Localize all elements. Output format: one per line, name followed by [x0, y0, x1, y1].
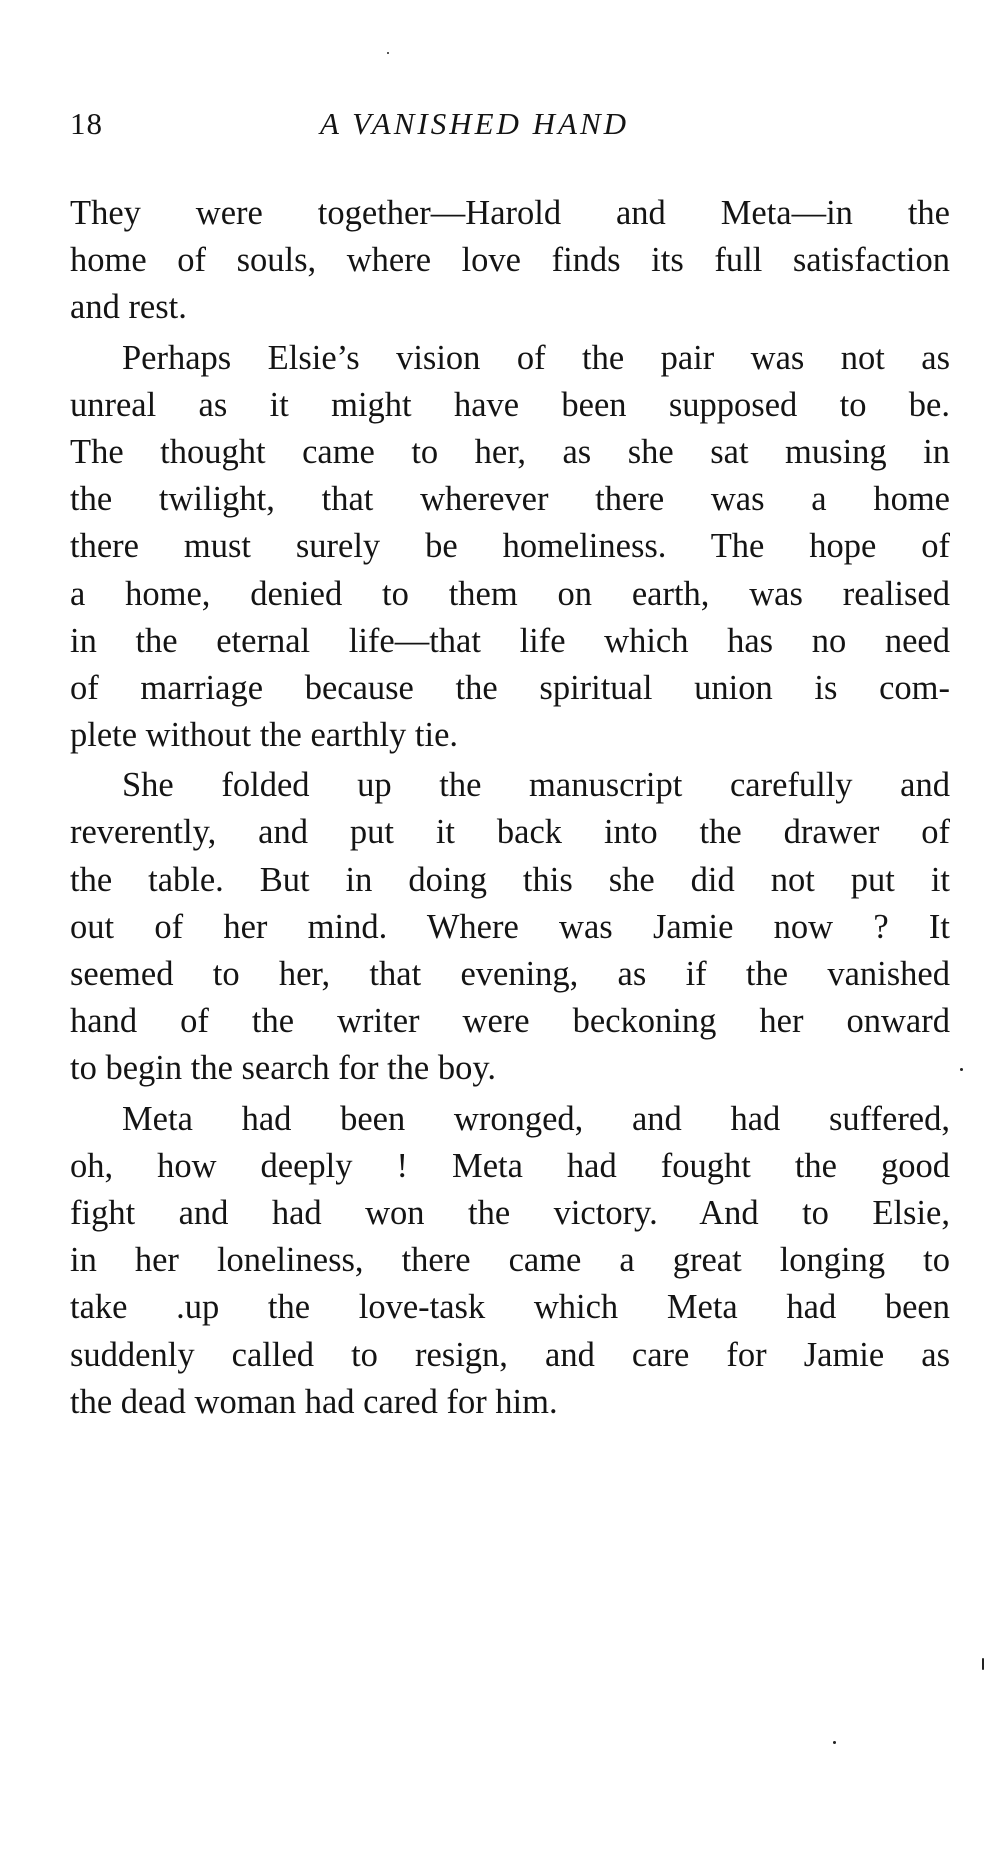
text-line: plete without the earthly tie.: [70, 716, 459, 755]
text-line: in her loneliness, there came a great longing to: [70, 1241, 950, 1280]
text-line: She folded up the manuscript carefully and: [122, 766, 950, 805]
text-line: Meta had been wronged, and had suffered,: [122, 1099, 950, 1138]
text-line: the twilight, that wherever there was a home: [70, 480, 950, 519]
text-line: in the eternal life—that life which has no need: [70, 621, 950, 660]
text-line: reverently, and put it back into the drawer of: [70, 813, 950, 852]
text-line: hand of the writer were beckoning her onward: [70, 1002, 950, 1041]
paragraph-4: [70, 1096, 950, 1426]
paragraph-3: [70, 762, 950, 1092]
text-line: They were together—Harold and Meta—in the: [70, 194, 950, 232]
text-line: take .up the love-task which Meta had been: [70, 1288, 950, 1327]
text-line: Perhaps Elsie’s vision of the pair was not as: [122, 338, 950, 377]
text-line: home of souls, where love finds its full satisfaction: [70, 241, 950, 280]
text-line: seemed to her, that evening, as if the vanished: [70, 955, 950, 993]
page-number: 18: [70, 106, 103, 141]
text-line: suddenly called to resign, and care for Jamie as: [70, 1335, 950, 1374]
text-line: of marriage because the spiritual union is com-: [70, 668, 950, 707]
text-line: unreal as it might have been supposed to be.: [70, 385, 950, 424]
body-text: [70, 190, 950, 1429]
text-line: and rest.: [70, 288, 187, 327]
text-line: there must surely be homeliness. The hope of: [70, 527, 950, 566]
text-line: oh, how deeply ! Meta had fought the good: [70, 1146, 950, 1185]
ink-speck: [960, 1068, 963, 1071]
text-line: a home, denied to them on earth, was realised: [70, 574, 950, 613]
ink-speck: [982, 1658, 984, 1670]
text-line: the table. But in doing this she did not put it: [70, 860, 950, 899]
text-line: to begin the search for the boy.: [70, 1049, 496, 1088]
text-line: The thought came to her, as she sat musing in: [70, 432, 950, 471]
running-title: A VANISHED HAND: [320, 106, 630, 141]
ink-speck: [387, 52, 389, 54]
ink-speck: [833, 1741, 836, 1744]
text-line: fight and had won the victory. And to Elsie,: [70, 1193, 950, 1232]
text-line: out of her mind. Where was Jamie now ? It: [70, 907, 950, 946]
text-line: the dead woman had cared for him.: [70, 1382, 558, 1421]
paragraph-2: [70, 335, 950, 760]
running-head: [70, 106, 950, 150]
paragraph-1: [70, 190, 950, 332]
